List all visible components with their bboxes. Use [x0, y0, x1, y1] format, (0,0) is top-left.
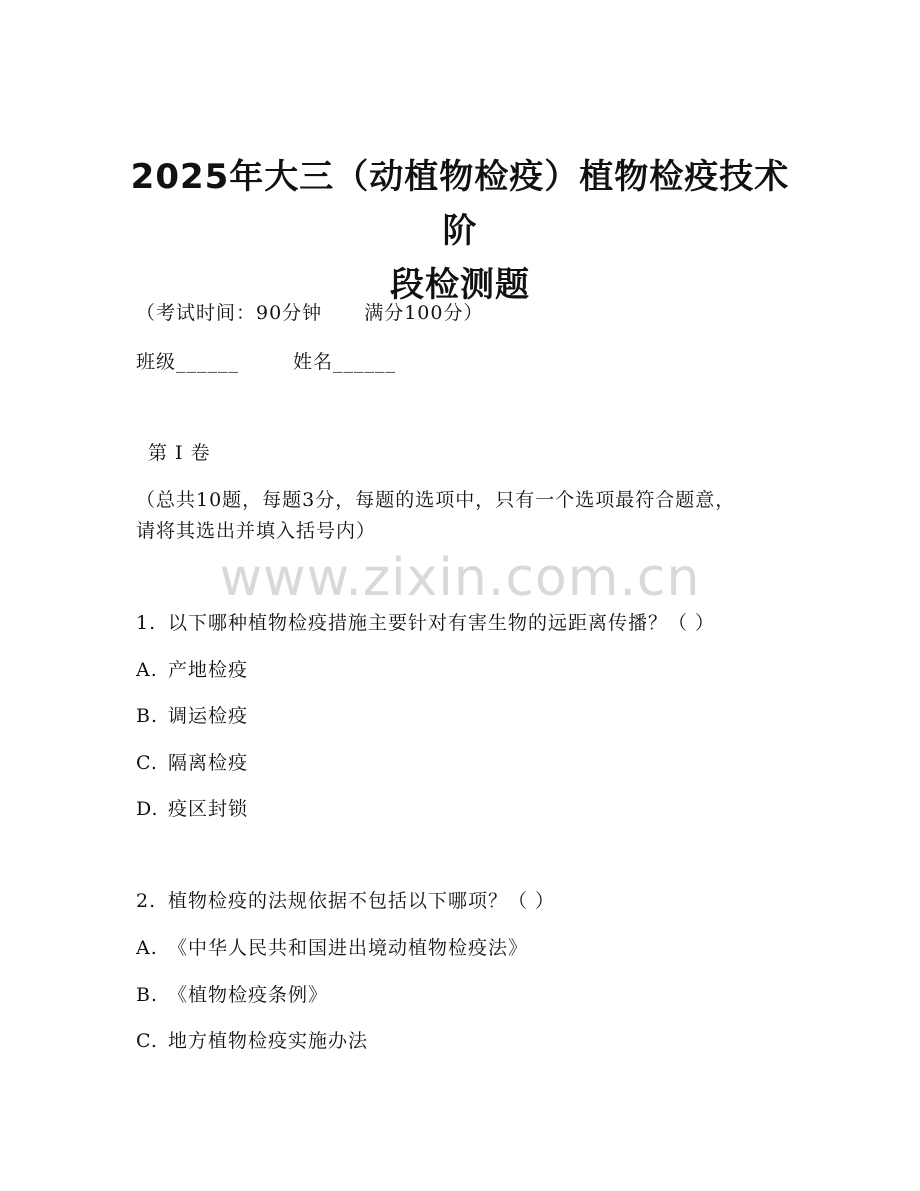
question-text: 植物检疫的法规依据不包括以下哪项？（ ）: [168, 890, 556, 912]
option-text: 隔离检疫: [168, 752, 249, 774]
option-text: 《植物检疫条例》: [168, 984, 329, 1006]
option-letter: B.: [136, 984, 159, 1006]
option-letter: A.: [136, 659, 158, 681]
name-field: 姓名______: [293, 351, 397, 373]
option-text: 产地检疫: [168, 659, 249, 681]
question-number: 2.: [136, 890, 157, 912]
question-2-option-a: [136, 935, 528, 961]
question-2: [136, 888, 555, 914]
class-field: 班级______: [136, 351, 240, 373]
exam-info: [136, 300, 483, 326]
section-instructions-line-1: （总共10题，每题3分，每题的选项中，只有一个选项最符合题意，: [136, 489, 736, 511]
question-2-option-c: [136, 1028, 368, 1054]
option-text: 疫区封锁: [168, 798, 249, 820]
title-line-1: 2025年大三（动植物检疫）植物检疫技术阶: [130, 157, 790, 251]
option-letter: C.: [136, 752, 158, 774]
question-2-option-b: [136, 982, 328, 1008]
option-letter: C.: [136, 1030, 158, 1052]
question-1-option-a: [136, 657, 248, 683]
question-1-option-c: [136, 750, 248, 776]
section-heading: 第 I 卷: [148, 442, 211, 464]
option-letter: A.: [136, 937, 158, 959]
option-text: 调运检疫: [168, 705, 249, 727]
student-fields: [136, 349, 396, 375]
exam-time: （考试时间：90分钟: [136, 302, 323, 324]
question-1-option-d: [136, 796, 248, 822]
document-title: [120, 150, 800, 312]
question-1: [136, 610, 715, 636]
watermark: www.zixin.com.cn: [219, 548, 701, 608]
option-text: 地方植物检疫实施办法: [168, 1030, 369, 1052]
exam-score: 满分100分）: [364, 302, 484, 324]
question-1-option-b: [136, 703, 248, 729]
title-line-2: 段检测题: [390, 265, 530, 305]
question-text: 以下哪种植物检疫措施主要针对有害生物的远距离传播？（ ）: [168, 612, 716, 634]
section-instructions-line-2: 请将其选出并填入括号内）: [136, 520, 377, 542]
option-letter: D.: [136, 798, 159, 820]
option-letter: B.: [136, 705, 159, 727]
option-text: 《中华人民共和国进出境动植物检疫法》: [168, 937, 529, 959]
question-number: 1.: [136, 612, 157, 634]
